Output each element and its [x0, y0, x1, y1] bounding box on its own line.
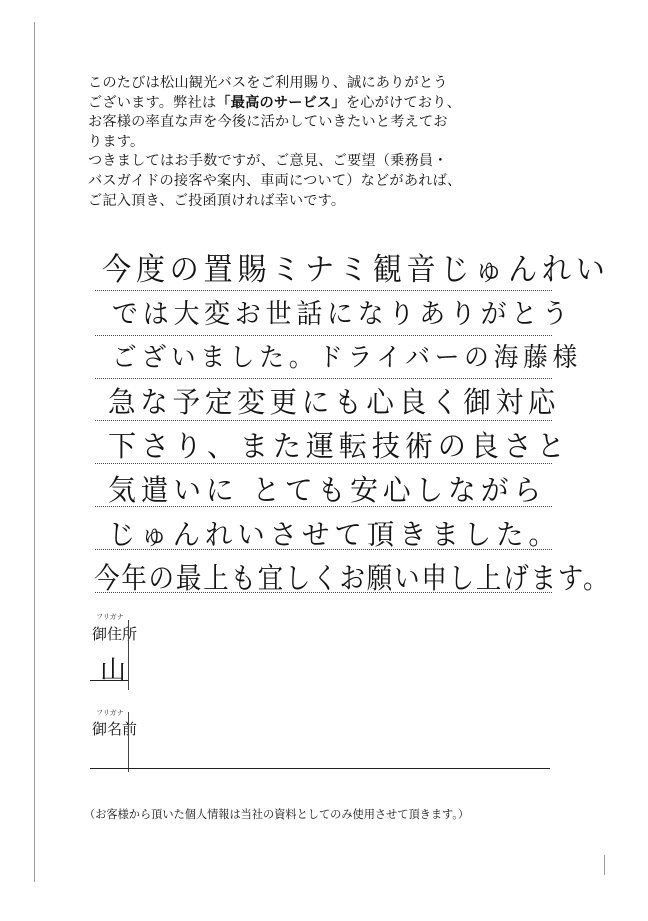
handwritten-line-2: では大変お世話になりありがとう — [112, 299, 573, 330]
intro-line-4: ります。 — [88, 133, 145, 150]
name-label: 御名前 — [92, 720, 138, 738]
intro-line-2a: ございます。弊社は — [88, 94, 217, 111]
address-label: 御住所 — [92, 625, 138, 643]
intro-line-7: ご記入頂き、ご投函頂ければ幸いです。 — [88, 192, 346, 209]
intro-line-1: このたびは松山観光バスをご利用賜り、誠にありがとう — [88, 75, 448, 91]
handwritten-line-6: 気遣いに とても安心しながら — [108, 473, 546, 507]
address-handwritten-value: 山 — [100, 656, 132, 686]
address-underline — [90, 680, 128, 681]
handwritten-line-7: じゅんれいさせて頂きました。 — [108, 518, 561, 551]
intro-line-2c: を心がけており、 — [345, 94, 461, 111]
comment-rule-2 — [95, 335, 552, 336]
comment-rule-3 — [95, 378, 552, 379]
address-redaction — [138, 616, 558, 688]
comment-rule-1 — [95, 290, 552, 291]
scan-edge-right — [604, 855, 605, 875]
intro-line-5: つきましてはお手数ですが、ご意見、ご要望（乗務員・ — [88, 153, 448, 170]
address-furigana-label: フリガナ — [96, 613, 124, 621]
name-underline — [90, 768, 550, 769]
handwritten-line-1: 今度の置賜ミナミ観音じゅんれい — [102, 252, 610, 288]
name-furigana-label: フリガナ — [96, 709, 124, 717]
handwritten-line-3: ございました。ドライバーの海藤様 — [112, 343, 582, 373]
printed-intro — [88, 74, 568, 211]
handwritten-line-8: 今年の最上も宜しくお願い申し上げます。 — [94, 561, 611, 595]
handwritten-line-5: 下さり、また運転技術の良さと — [108, 429, 570, 463]
handwritten-line-4: 急な予定変更にも心良く御対応 — [108, 385, 561, 419]
best-service-highlight: 「最高のサービス」 — [216, 94, 346, 111]
intro-line-6: バスガイドの接客や案内、車両について）などがあれば、 — [88, 172, 462, 189]
intro-line-3: お客様の率直な声を今後に活かしていきたいと考えてお — [88, 114, 448, 131]
privacy-footer-note: （お客様から頂いた個人情報は当社の資料としてのみ使用させて頂きます。） — [84, 808, 470, 821]
intro-line-2 — [88, 94, 568, 114]
scan-edge-left — [34, 22, 35, 882]
name-field-divider — [128, 712, 129, 772]
